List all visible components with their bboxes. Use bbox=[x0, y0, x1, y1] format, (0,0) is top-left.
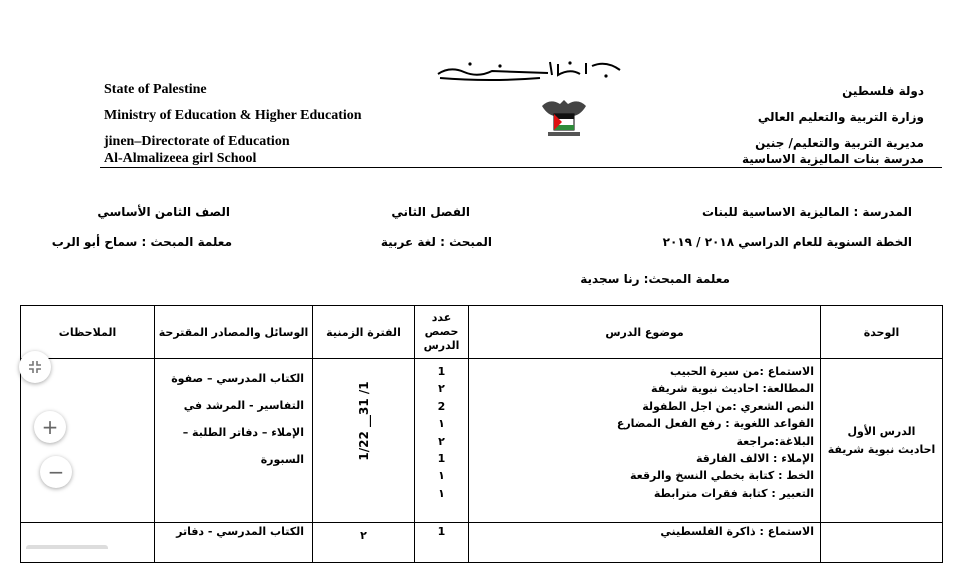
minus-icon: − bbox=[47, 460, 65, 484]
header-school: Al-Almalizeea girl School bbox=[104, 151, 257, 166]
header-notes: الملاحظات bbox=[21, 306, 155, 359]
table-row bbox=[21, 523, 943, 563]
resource-line: الكتاب المدرسي - دفاتر bbox=[176, 525, 304, 538]
lesson-count: ١ bbox=[438, 486, 445, 500]
resource-line: الكتاب المدرسي – صفوة bbox=[171, 372, 304, 385]
header-period: الفترة الزمنية bbox=[313, 306, 415, 359]
period-text: ٢ bbox=[360, 529, 367, 542]
resource-line: الإملاء – دفاتر الطلبة – bbox=[182, 426, 304, 439]
subject: المبحث : لغة عربية bbox=[380, 235, 492, 249]
scrollbar-thumb[interactable] bbox=[26, 545, 108, 549]
lesson-item: الاستماع :من سيرة الحبيب bbox=[670, 365, 814, 378]
lessons-cell bbox=[469, 359, 821, 523]
teacher-name: معلمة المبحث: رنا سجدية bbox=[580, 272, 730, 286]
teacher-name-right: معلمة المبحث : سماح أبو الرب bbox=[51, 235, 232, 249]
fit-to-page-button[interactable] bbox=[19, 351, 51, 383]
lesson-item: الإملاء : الالف الفارقة bbox=[696, 451, 814, 465]
header-state-ar: دولة فلسطين bbox=[842, 84, 924, 98]
lessons-cell bbox=[469, 523, 821, 563]
resources-cell bbox=[155, 523, 313, 563]
zoom-in-button[interactable] bbox=[34, 411, 66, 443]
header-school-ar: مدرسة بنات الماليزية الاساسية bbox=[741, 152, 924, 166]
counts-cell bbox=[415, 359, 469, 523]
unit-cell bbox=[821, 359, 943, 523]
lesson-item: النص الشعري :من اجل الطفولة bbox=[642, 399, 814, 413]
lesson-count: ١ bbox=[438, 417, 445, 431]
palestine-emblem-icon bbox=[538, 96, 590, 138]
unit-cell bbox=[821, 523, 943, 563]
unit-title: الدرس الأول bbox=[847, 424, 916, 438]
header-ministry: Ministry of Education & Higher Education bbox=[104, 108, 362, 123]
header-directorate-ar: مديرية التربية والتعليم/ جنين bbox=[755, 136, 924, 150]
lesson-item: القواعد اللغوية : رفع الفعل المضارع bbox=[616, 417, 814, 431]
semester: الفصل الثاني bbox=[391, 205, 470, 219]
resource-line: السبورة bbox=[260, 453, 304, 466]
lesson-count: ٢ bbox=[438, 382, 445, 396]
notes-cell bbox=[21, 523, 155, 563]
header-directorate: jinen–Directorate of Education bbox=[104, 134, 290, 149]
header-topic: موضوع الدرس bbox=[469, 306, 821, 359]
plan-table bbox=[20, 305, 943, 563]
resources-cell bbox=[155, 359, 313, 523]
unit-subtitle: احاديث نبوية شريفة bbox=[827, 442, 936, 456]
grade: الصف الثامن الأساسي bbox=[97, 205, 230, 219]
table-header-row bbox=[21, 306, 943, 359]
fit-to-page-icon bbox=[28, 360, 42, 374]
period-cell bbox=[313, 359, 415, 523]
lesson-item: التعبير : كتابة فقرات مترابطة bbox=[653, 486, 814, 500]
lesson-item: البلاغة:مراجعة bbox=[736, 434, 814, 448]
annual-plan: الخطة السنوية للعام الدراسي ٢٠١٨ / ٢٠١٩ bbox=[662, 235, 912, 249]
lesson-item: الاستماع : ذاكرة الفلسطيني bbox=[660, 525, 814, 538]
header-count: عدد حصص الدرس bbox=[415, 306, 469, 359]
lesson-count: 1 bbox=[437, 525, 446, 538]
lesson-item: المطالعة: احاديث نبوية شريفة bbox=[651, 382, 814, 396]
lesson-count: 1 bbox=[437, 451, 446, 465]
lesson-count: ٢ bbox=[438, 434, 445, 448]
school-name: المدرسة : الماليزية الاساسية للبنات bbox=[701, 205, 912, 219]
plus-icon: + bbox=[41, 415, 59, 439]
period-cell bbox=[313, 523, 415, 563]
lesson-count: ١ bbox=[438, 469, 445, 483]
header-state: State of Palestine bbox=[104, 82, 207, 97]
lesson-count: 1 bbox=[437, 365, 446, 378]
lesson-count: 2 bbox=[437, 399, 446, 413]
lesson-item: الخط : كتابة بخطي النسخ والرقعة bbox=[629, 469, 814, 483]
table-row bbox=[21, 359, 943, 523]
bismillah-calligraphy-icon bbox=[430, 58, 630, 82]
period-text: 1/ 31__ 1/22 bbox=[356, 381, 371, 461]
counts-cell bbox=[415, 523, 469, 563]
header-resources: الوسائل والمصادر المقترحة bbox=[155, 306, 313, 359]
resource-line: التفاسير - المرشد في bbox=[183, 399, 304, 412]
zoom-out-button[interactable] bbox=[40, 456, 72, 488]
header-unit: الوحدة bbox=[821, 306, 943, 359]
header-divider bbox=[100, 167, 942, 168]
header-ministry-ar: وزارة التربية والتعليم العالي bbox=[757, 110, 924, 124]
